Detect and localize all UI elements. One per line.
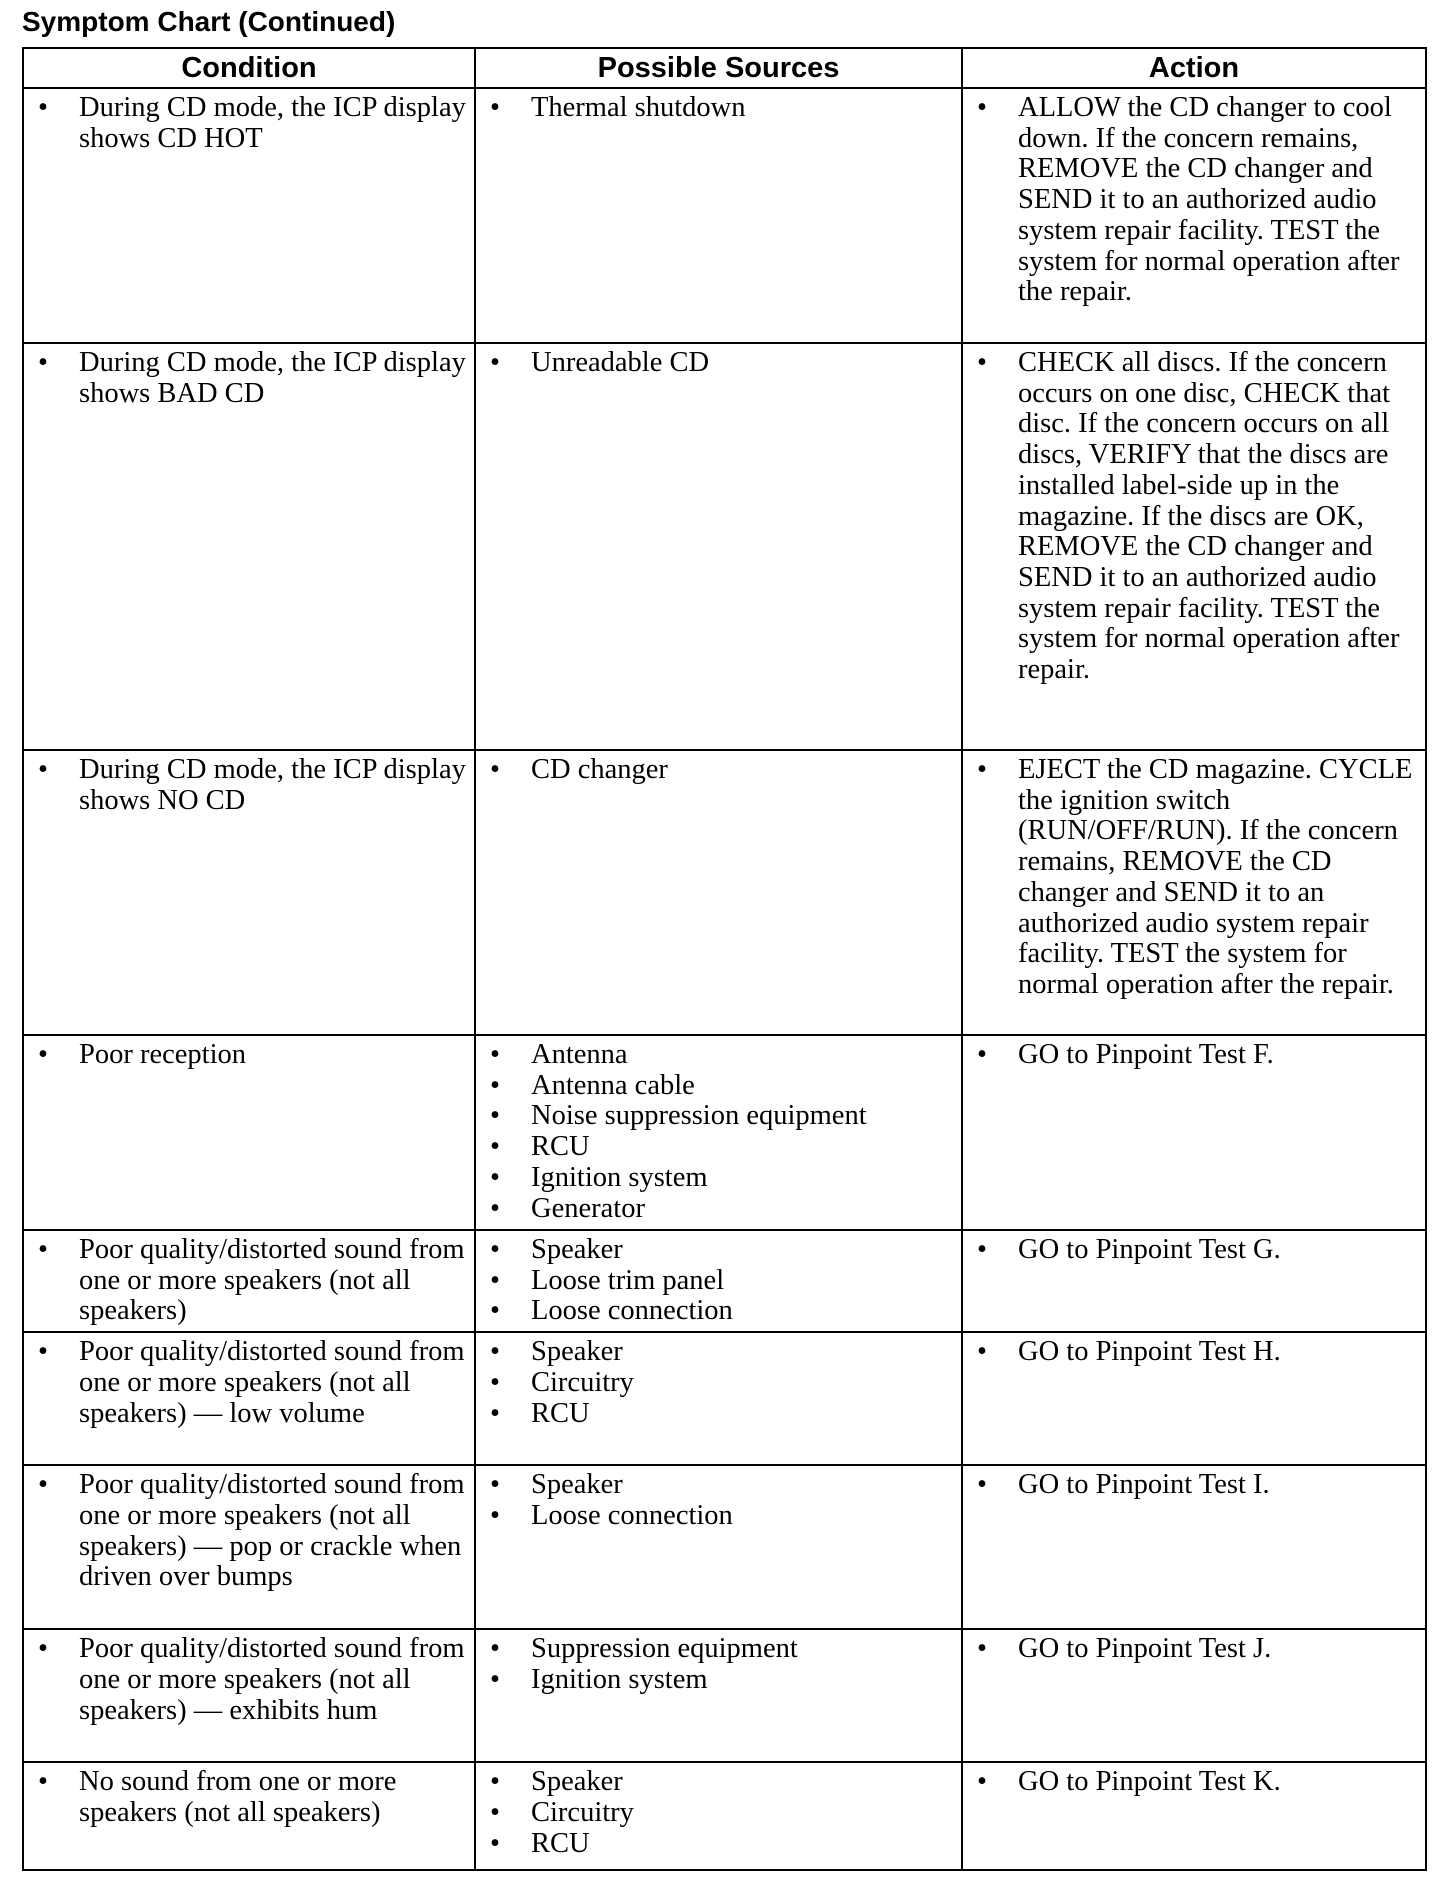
table-row (23, 750, 1426, 1035)
bullet-icon: • (490, 1499, 500, 1531)
source-item (476, 1337, 953, 1368)
bullet-icon: • (490, 1663, 500, 1695)
action-text: ALLOW the CD changer to cool down. If the concern remains, REMOVE the CD changer and SEND it to an authorized audio system repair facility. TEST the system for normal operation after the repair. (1018, 92, 1400, 308)
source-item (476, 1470, 953, 1501)
source-text: Suppression equipment (531, 1633, 798, 1665)
source-item (476, 1829, 953, 1860)
source-text: Speaker (531, 1469, 623, 1501)
possible-sources-cell (475, 1762, 962, 1870)
bullet-icon: • (490, 1264, 500, 1296)
condition-text: Poor quality/distorted sound from one or more speakers (not all speakers) — exhibits hum (79, 1633, 465, 1726)
source-item (476, 755, 953, 786)
bullet-icon: • (38, 1039, 48, 1070)
bullet-icon: • (490, 1366, 500, 1398)
bullet-icon: • (490, 1161, 500, 1193)
bullet-icon: • (38, 1766, 48, 1798)
header-possible-sources: Possible Sources (475, 48, 962, 88)
source-text: Circuitry (531, 1366, 634, 1398)
bullet-icon: • (977, 92, 987, 123)
source-text: Loose trim panel (531, 1264, 725, 1296)
condition-list (24, 1036, 474, 1075)
condition-item (24, 1470, 466, 1593)
action-list (963, 89, 1425, 312)
condition-item (24, 1767, 466, 1828)
action-list (963, 1466, 1425, 1505)
source-list (476, 344, 961, 383)
source-text: RCU (531, 1131, 590, 1163)
action-item (963, 1040, 1417, 1071)
action-cell (962, 1332, 1426, 1465)
condition-text: Poor quality/distorted sound from one or more speakers (not all speakers) — low volume (79, 1336, 465, 1429)
condition-list (24, 1333, 474, 1433)
bullet-icon: • (977, 1469, 987, 1501)
condition-cell (23, 88, 475, 343)
source-text: Ignition system (531, 1161, 708, 1193)
condition-list (24, 751, 474, 820)
action-list (963, 1333, 1425, 1372)
table-row (23, 1465, 1426, 1629)
action-cell (962, 1465, 1426, 1629)
action-item (963, 1337, 1417, 1368)
source-list (476, 1333, 961, 1433)
source-text: Antenna (531, 1039, 628, 1070)
bullet-icon: • (490, 1039, 500, 1070)
table-row (23, 343, 1426, 750)
source-item (476, 1665, 953, 1696)
condition-text: During CD mode, the ICP display shows NO CD (79, 754, 466, 816)
source-item (476, 1798, 953, 1829)
action-cell (962, 1035, 1426, 1230)
action-cell (962, 1230, 1426, 1332)
action-text: CHECK all discs. If the concern occurs on one disc, CHECK that disc. If the concern occurs on all discs, VERIFY that the discs are installed label-side up in the magazine. If the discs are OK, REMOVE the CD changer and SEND it to an authorized audio system repair facility. TEST the system for normal operation after repair. (1018, 347, 1400, 686)
condition-text: During CD mode, the ICP display shows CD HOT (79, 92, 466, 154)
action-list (963, 344, 1425, 690)
action-text: GO to Pinpoint Test I. (1018, 1469, 1270, 1501)
bullet-icon: • (38, 1469, 48, 1501)
action-cell (962, 343, 1426, 750)
source-list (476, 1630, 961, 1699)
bullet-icon: • (490, 1336, 500, 1368)
source-text: Speaker (531, 1766, 623, 1798)
bullet-icon: • (490, 754, 500, 785)
source-list (476, 89, 961, 128)
source-item (476, 1194, 953, 1225)
condition-item (24, 93, 466, 154)
possible-sources-cell (475, 1465, 962, 1629)
table-row (23, 1035, 1426, 1230)
action-item (963, 93, 1417, 308)
action-cell (962, 1629, 1426, 1762)
bullet-icon: • (977, 1336, 987, 1368)
condition-text: Poor reception (79, 1039, 246, 1070)
condition-list (24, 1630, 474, 1730)
bullet-icon: • (977, 347, 987, 378)
condition-text: No sound from one or more speakers (not all speakers) (79, 1766, 397, 1828)
source-item (476, 1163, 953, 1194)
bullet-icon: • (490, 1295, 500, 1327)
condition-item (24, 1634, 466, 1726)
possible-sources-cell (475, 1332, 962, 1465)
page-title: Symptom Chart (Continued) (22, 6, 396, 37)
bullet-icon: • (490, 347, 500, 378)
header-action: Action (962, 48, 1426, 88)
source-item (476, 1132, 953, 1163)
bullet-icon: • (977, 1766, 987, 1798)
source-item (476, 1296, 953, 1327)
bullet-icon: • (490, 1469, 500, 1501)
source-item (476, 1634, 953, 1665)
source-text: Generator (531, 1192, 645, 1224)
table-row (23, 1332, 1426, 1465)
action-text: GO to Pinpoint Test J. (1018, 1633, 1272, 1665)
source-item (476, 348, 953, 379)
table-row (23, 1230, 1426, 1332)
action-text: GO to Pinpoint Test F. (1018, 1039, 1274, 1070)
bullet-icon: • (38, 1633, 48, 1665)
bullet-icon: • (38, 92, 48, 123)
bullet-icon: • (490, 1069, 500, 1101)
source-text: CD changer (531, 754, 668, 785)
condition-cell (23, 750, 475, 1035)
table-row (23, 88, 1426, 343)
symptom-table (22, 47, 1427, 1871)
source-text: Noise suppression equipment (531, 1100, 867, 1132)
bullet-icon: • (490, 92, 500, 123)
source-item (476, 93, 953, 124)
action-item (963, 1634, 1417, 1665)
possible-sources-cell (475, 88, 962, 343)
table-row (23, 1762, 1426, 1870)
condition-cell (23, 343, 475, 750)
bullet-icon: • (490, 1827, 500, 1859)
bullet-icon: • (38, 347, 48, 378)
possible-sources-cell (475, 1230, 962, 1332)
source-text: RCU (531, 1827, 590, 1859)
bullet-icon: • (38, 1336, 48, 1368)
condition-text: Poor quality/distorted sound from one or more speakers (not all speakers) (79, 1234, 465, 1327)
condition-list (24, 344, 474, 413)
source-item (476, 1071, 953, 1102)
action-item (963, 1767, 1417, 1798)
source-text: Loose connection (531, 1295, 733, 1327)
source-text: Antenna cable (531, 1069, 695, 1101)
action-list (963, 1763, 1425, 1802)
condition-list (24, 1466, 474, 1597)
source-text: Speaker (531, 1336, 623, 1368)
condition-cell (23, 1230, 475, 1332)
source-text: Circuitry (531, 1796, 634, 1828)
action-text: EJECT the CD magazine. CYCLE the ignition switch (RUN/OFF/RUN). If the concern remains, REMOVE the CD changer and SEND it to an authorized audio system repair facility. TEST the system for normal operation after the repair. (1018, 754, 1413, 1000)
action-list (963, 1231, 1425, 1270)
bullet-icon: • (38, 754, 48, 785)
source-list (476, 1466, 961, 1535)
source-list (476, 1036, 961, 1228)
source-text: Speaker (531, 1234, 623, 1265)
action-cell (962, 1762, 1426, 1870)
source-text: Thermal shutdown (531, 92, 746, 123)
action-cell (962, 88, 1426, 343)
action-list (963, 1630, 1425, 1669)
bullet-icon: • (977, 1039, 987, 1070)
action-item (963, 755, 1417, 1001)
condition-cell (23, 1465, 475, 1629)
bullet-icon: • (490, 1397, 500, 1429)
condition-cell (23, 1035, 475, 1230)
condition-item (24, 1235, 466, 1327)
condition-cell (23, 1332, 475, 1465)
bullet-icon: • (977, 1234, 987, 1265)
header-condition: Condition (23, 48, 475, 88)
condition-list (24, 89, 474, 158)
source-list (476, 1231, 961, 1331)
action-list (963, 751, 1425, 1005)
table-row (23, 1629, 1426, 1762)
action-list (963, 1036, 1425, 1075)
bullet-icon: • (490, 1234, 500, 1265)
condition-cell (23, 1762, 475, 1870)
action-item (963, 348, 1417, 686)
source-item (476, 1399, 953, 1430)
condition-text: Poor quality/distorted sound from one or more speakers (not all speakers) — pop or crackle when driven over bumps (79, 1469, 465, 1593)
source-item (476, 1235, 953, 1266)
condition-item (24, 755, 466, 816)
bullet-icon: • (490, 1796, 500, 1828)
action-item (963, 1470, 1417, 1501)
bullet-icon: • (977, 1633, 987, 1665)
possible-sources-cell (475, 1035, 962, 1230)
condition-text: During CD mode, the ICP display shows BAD CD (79, 347, 466, 409)
table-header-row (23, 48, 1426, 88)
condition-list (24, 1763, 474, 1832)
action-text: GO to Pinpoint Test K. (1018, 1766, 1281, 1798)
bullet-icon: • (490, 1633, 500, 1665)
source-text: Unreadable CD (531, 347, 710, 378)
action-cell (962, 750, 1426, 1035)
source-item (476, 1501, 953, 1532)
source-item (476, 1101, 953, 1132)
source-item (476, 1368, 953, 1399)
bullet-icon: • (38, 1234, 48, 1265)
possible-sources-cell (475, 750, 962, 1035)
source-text: RCU (531, 1397, 590, 1429)
possible-sources-cell (475, 1629, 962, 1762)
source-item (476, 1767, 953, 1798)
condition-item (24, 1040, 466, 1071)
source-item (476, 1266, 953, 1297)
action-text: GO to Pinpoint Test G. (1018, 1234, 1281, 1265)
condition-item (24, 348, 466, 409)
action-text: GO to Pinpoint Test H. (1018, 1336, 1281, 1368)
bullet-icon: • (977, 754, 987, 785)
possible-sources-cell (475, 343, 962, 750)
condition-cell (23, 1629, 475, 1762)
source-list (476, 1763, 961, 1863)
bullet-icon: • (490, 1192, 500, 1224)
bullet-icon: • (490, 1100, 500, 1132)
bullet-icon: • (490, 1766, 500, 1798)
action-item (963, 1235, 1417, 1266)
table-body (23, 88, 1426, 1870)
condition-list (24, 1231, 474, 1331)
condition-item (24, 1337, 466, 1429)
source-list (476, 751, 961, 790)
bullet-icon: • (490, 1131, 500, 1163)
source-text: Ignition system (531, 1663, 708, 1695)
source-item (476, 1040, 953, 1071)
source-text: Loose connection (531, 1499, 733, 1531)
